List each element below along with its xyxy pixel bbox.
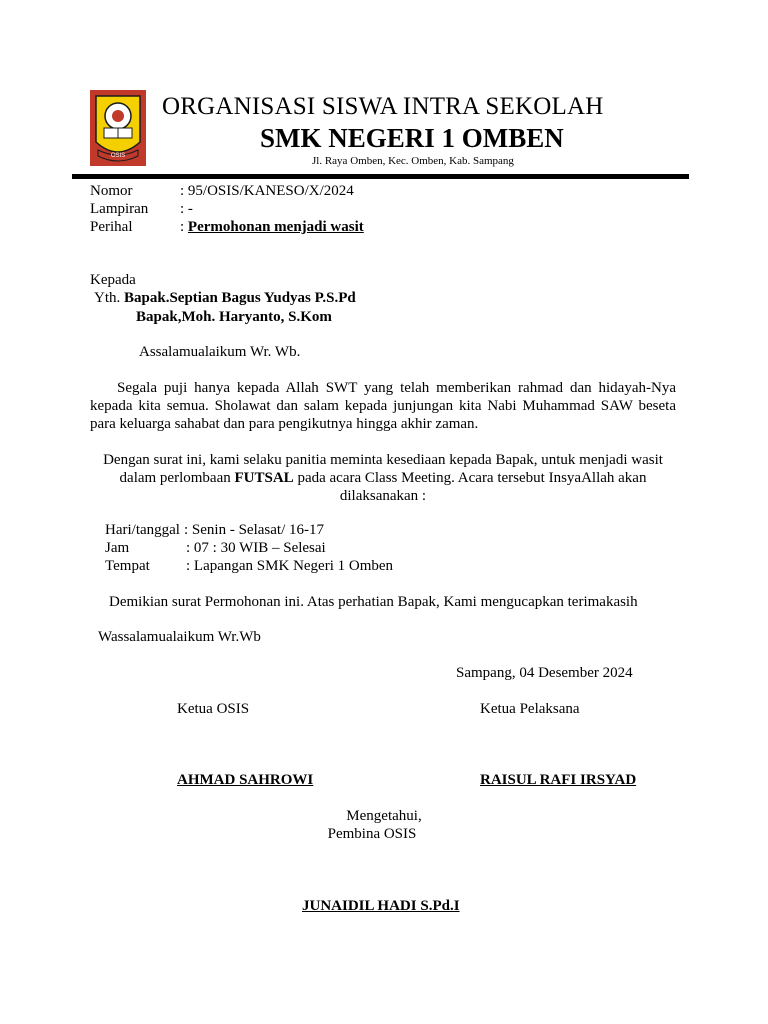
logo-text: OSIS xyxy=(110,153,126,159)
request-line-2-post: pada acara Class Meeting. Acara tersebut InsyaAllah akan xyxy=(293,470,647,486)
letterhead-divider xyxy=(72,174,689,179)
organization-title: ORGANISASI SISWA INTRA SEKOLAH xyxy=(162,93,604,120)
schedule-time-label: Jam xyxy=(105,540,130,556)
yth-label: Yth. xyxy=(94,290,121,306)
kepada-label: Kepada xyxy=(90,272,136,288)
lampiran-value: : - xyxy=(180,201,193,217)
request-paragraph xyxy=(90,451,676,505)
perihal-colon: : xyxy=(180,219,188,235)
opening-paragraph: Segala puji hanya kepada Allah SWT yang telah memberikan rahmad dan hidayah-Nya kepada kita semua. Sholawat dan salam kepada junjungan kita Nabi Muhammad SAW beseta para keluarga sahabat dan para pengikutnya hingga akhir zaman. xyxy=(90,380,676,432)
closing-statement: Demikian surat Permohonan ini. Atas perhatian Bapak, Kami mengucapkan terimakasih xyxy=(109,594,638,610)
recipient-name-1: Bapak.Septian Bagus Yudyas P.S.Pd xyxy=(124,290,356,306)
request-line-2 xyxy=(90,469,676,487)
school-address: Jl. Raya Omben, Kec. Omben, Kab. Sampang xyxy=(312,155,514,167)
perihal-value: Permohonan menjadi wasit xyxy=(187,219,364,235)
perihal-row xyxy=(180,219,364,236)
school-name: SMK NEGERI 1 OMBEN xyxy=(260,123,564,153)
request-line-2-pre: dalam perlombaan xyxy=(119,470,235,486)
farewell: Wassalamualaikum Wr.Wb xyxy=(98,629,261,645)
request-line-1: Dengan surat ini, kami selaku panitia meminta kesediaan kepada Bapak, untuk menjadi wasit xyxy=(103,452,663,468)
acknowledge-label: Mengetahui, xyxy=(346,808,422,824)
schedule-day-label: Hari/tanggal xyxy=(105,522,180,538)
place-date: Sampang, 04 Desember 2024 xyxy=(456,665,633,681)
left-signatory-name: AHMAD SAHROWI xyxy=(177,772,314,788)
nomor-value: : 95/OSIS/KANESO/X/2024 xyxy=(180,183,354,199)
schedule-time-value: : 07 : 30 WIB – Selesai xyxy=(186,540,326,556)
schedule-place-label: Tempat xyxy=(105,558,150,574)
event-name: FUTSAL xyxy=(234,470,294,486)
right-signatory-name: RAISUL RAFI IRSYAD xyxy=(480,772,637,788)
greeting: Assalamualaikum Wr. Wb. xyxy=(139,344,301,360)
schedule-day-value: : Senin - Selasat/ 16-17 xyxy=(184,522,324,538)
nomor-label: Nomor xyxy=(90,183,133,199)
advisor-title: Pembina OSIS xyxy=(327,826,417,842)
lampiran-label: Lampiran xyxy=(90,201,149,217)
left-signatory-title: Ketua OSIS xyxy=(177,701,250,717)
osis-logo xyxy=(90,90,146,166)
right-signatory-title: Ketua Pelaksana xyxy=(480,701,580,717)
recipient-name-2: Bapak,Moh. Haryanto, S.Kom xyxy=(136,309,332,325)
perihal-label: Perihal xyxy=(90,219,133,235)
schedule-place-value: : Lapangan SMK Negeri 1 Omben xyxy=(186,558,394,574)
recipient-line-1 xyxy=(94,290,356,307)
request-line-3: dilaksanakan : xyxy=(339,488,427,504)
advisor-name: JUNAIDIL HADI S.Pd.I xyxy=(302,898,460,914)
